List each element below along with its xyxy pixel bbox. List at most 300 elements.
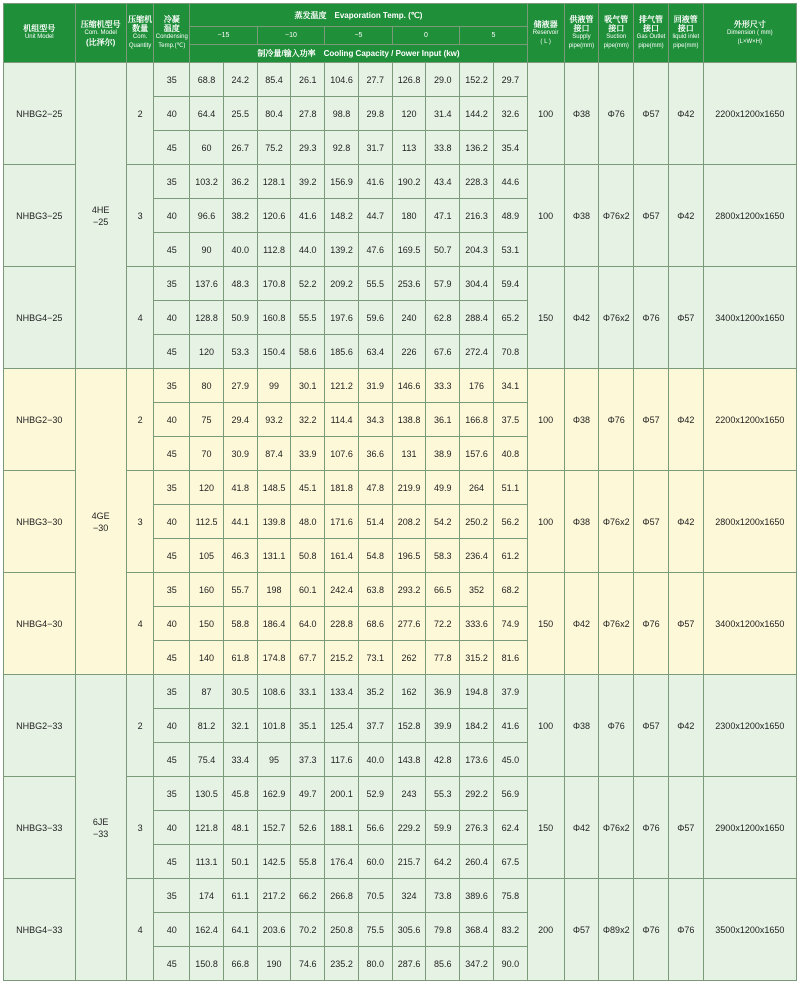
cooling-capacity-cell: 162.9: [257, 777, 291, 811]
cooling-capacity-cell: 81.2: [190, 709, 224, 743]
power-input-cell: 66.8: [223, 947, 257, 981]
power-input-cell: 37.3: [291, 743, 325, 777]
unit-model-cell: NHBG3−25: [4, 165, 76, 267]
cooling-capacity-cell: 228.3: [460, 165, 494, 199]
cooling-capacity-cell: 101.8: [257, 709, 291, 743]
power-input-cell: 47.6: [358, 233, 392, 267]
condensing-temp-cell: 35: [154, 879, 190, 913]
cooling-capacity-cell: 235.2: [325, 947, 359, 981]
power-input-cell: 50.1: [223, 845, 257, 879]
compressor-model-cell: 4GE −30: [75, 369, 126, 675]
power-input-cell: 36.2: [223, 165, 257, 199]
power-input-cell: 59.6: [358, 301, 392, 335]
power-input-cell: 73.8: [426, 879, 460, 913]
power-input-cell: 29.0: [426, 63, 460, 97]
power-input-cell: 30.5: [223, 675, 257, 709]
cooling-capacity-cell: 174.8: [257, 641, 291, 675]
cooling-capacity-cell: 324: [392, 879, 426, 913]
cooling-capacity-cell: 160.8: [257, 301, 291, 335]
condensing-temp-cell: 35: [154, 63, 190, 97]
cooling-capacity-cell: 315.2: [460, 641, 494, 675]
power-input-cell: 36.1: [426, 403, 460, 437]
power-input-cell: 55.3: [426, 777, 460, 811]
suction-pipe-cell: Φ76x2: [599, 777, 634, 879]
cooling-capacity-cell: 196.5: [392, 539, 426, 573]
cooling-capacity-cell: 190: [257, 947, 291, 981]
header-dimension: 外形尺寸 Dimension ( mm) (L×W×H): [703, 4, 796, 63]
cooling-capacity-cell: 60: [190, 131, 224, 165]
power-input-cell: 40.0: [223, 233, 257, 267]
cooling-capacity-cell: 112.5: [190, 505, 224, 539]
com-quantity-cell: 3: [126, 165, 154, 267]
reservoir-cell: 150: [527, 267, 564, 369]
power-input-cell: 61.8: [223, 641, 257, 675]
supply-pipe-cell: Φ57: [564, 879, 599, 981]
cooling-capacity-cell: 99: [257, 369, 291, 403]
power-input-cell: 83.2: [493, 913, 527, 947]
cooling-capacity-cell: 156.9: [325, 165, 359, 199]
supply-pipe-cell: Φ38: [564, 471, 599, 573]
cooling-capacity-cell: 112.8: [257, 233, 291, 267]
cooling-capacity-cell: 226: [392, 335, 426, 369]
power-input-cell: 52.9: [358, 777, 392, 811]
unit-model-cell: NHBG4−30: [4, 573, 76, 675]
cooling-capacity-cell: 200.1: [325, 777, 359, 811]
cooling-capacity-cell: 260.4: [460, 845, 494, 879]
power-input-cell: 32.6: [493, 97, 527, 131]
suction-pipe-cell: Φ76: [599, 63, 634, 165]
reservoir-cell: 150: [527, 573, 564, 675]
cooling-capacity-cell: 229.2: [392, 811, 426, 845]
power-input-cell: 61.1: [223, 879, 257, 913]
dimension-cell: 3400x1200x1650: [703, 267, 796, 369]
liquid-inlet-pipe-cell: Φ57: [668, 267, 703, 369]
cooling-capacity-cell: 198: [257, 573, 291, 607]
power-input-cell: 33.8: [426, 131, 460, 165]
power-input-cell: 85.6: [426, 947, 460, 981]
power-input-cell: 62.8: [426, 301, 460, 335]
cooling-capacity-cell: 188.1: [325, 811, 359, 845]
power-input-cell: 56.6: [358, 811, 392, 845]
power-input-cell: 48.9: [493, 199, 527, 233]
power-input-cell: 73.1: [358, 641, 392, 675]
power-input-cell: 61.2: [493, 539, 527, 573]
dimension-cell: 2200x1200x1650: [703, 63, 796, 165]
supply-pipe-cell: Φ42: [564, 777, 599, 879]
cooling-capacity-cell: 219.9: [392, 471, 426, 505]
cooling-capacity-cell: 264: [460, 471, 494, 505]
power-input-cell: 54.8: [358, 539, 392, 573]
header-com-model: 压缩机型号 Com. Model (比泽尔): [75, 4, 126, 63]
power-input-cell: 63.4: [358, 335, 392, 369]
power-input-cell: 37.9: [493, 675, 527, 709]
power-input-cell: 64.2: [426, 845, 460, 879]
dimension-cell: 2800x1200x1650: [703, 471, 796, 573]
cooling-capacity-cell: 215.7: [392, 845, 426, 879]
liquid-inlet-pipe-cell: Φ42: [668, 369, 703, 471]
power-input-cell: 54.2: [426, 505, 460, 539]
power-input-cell: 67.5: [493, 845, 527, 879]
header-reservoir: 储液器 Reservoir ( L ): [527, 4, 564, 63]
power-input-cell: 72.2: [426, 607, 460, 641]
power-input-cell: 56.2: [493, 505, 527, 539]
cooling-capacity-cell: 161.4: [325, 539, 359, 573]
cooling-capacity-cell: 253.6: [392, 267, 426, 301]
reservoir-cell: 100: [527, 63, 564, 165]
supply-pipe-cell: Φ38: [564, 165, 599, 267]
suction-pipe-cell: Φ76: [599, 675, 634, 777]
cooling-capacity-cell: 70: [190, 437, 224, 471]
power-input-cell: 40.0: [358, 743, 392, 777]
table-header: [4, 4, 797, 63]
cooling-capacity-cell: 120.6: [257, 199, 291, 233]
power-input-cell: 80.0: [358, 947, 392, 981]
header-com-quantity: 压缩机 数量 Com. Quantity: [126, 4, 154, 63]
condensing-temp-cell: 40: [154, 811, 190, 845]
gas-outlet-pipe-cell: Φ76: [634, 267, 669, 369]
unit-model-cell: NHBG2−30: [4, 369, 76, 471]
cooling-capacity-cell: 185.6: [325, 335, 359, 369]
power-input-cell: 81.6: [493, 641, 527, 675]
power-input-cell: 29.7: [493, 63, 527, 97]
cooling-capacity-cell: 170.8: [257, 267, 291, 301]
cooling-capacity-cell: 114.4: [325, 403, 359, 437]
power-input-cell: 26.1: [291, 63, 325, 97]
power-input-cell: 58.8: [223, 607, 257, 641]
cooling-capacity-cell: 288.4: [460, 301, 494, 335]
power-input-cell: 51.1: [493, 471, 527, 505]
power-input-cell: 47.1: [426, 199, 460, 233]
power-input-cell: 50.7: [426, 233, 460, 267]
cooling-capacity-cell: 389.6: [460, 879, 494, 913]
cooling-capacity-cell: 121.8: [190, 811, 224, 845]
cooling-capacity-cell: 64.4: [190, 97, 224, 131]
power-input-cell: 48.3: [223, 267, 257, 301]
cooling-capacity-cell: 262: [392, 641, 426, 675]
power-input-cell: 67.7: [291, 641, 325, 675]
suction-pipe-cell: Φ76x2: [599, 573, 634, 675]
supply-pipe-cell: Φ38: [564, 675, 599, 777]
cooling-capacity-cell: 169.5: [392, 233, 426, 267]
power-input-cell: 27.7: [358, 63, 392, 97]
liquid-inlet-pipe-cell: Φ42: [668, 165, 703, 267]
cooling-capacity-cell: 204.3: [460, 233, 494, 267]
power-input-cell: 35.2: [358, 675, 392, 709]
power-input-cell: 44.6: [493, 165, 527, 199]
dimension-cell: 2300x1200x1650: [703, 675, 796, 777]
power-input-cell: 62.4: [493, 811, 527, 845]
cooling-capacity-cell: 203.6: [257, 913, 291, 947]
gas-outlet-pipe-cell: Φ57: [634, 63, 669, 165]
power-input-cell: 70.2: [291, 913, 325, 947]
spec-table: [3, 3, 797, 981]
cooling-capacity-cell: 139.8: [257, 505, 291, 539]
condensing-temp-cell: 35: [154, 675, 190, 709]
condensing-temp-cell: 45: [154, 743, 190, 777]
liquid-inlet-pipe-cell: Φ57: [668, 573, 703, 675]
cooling-capacity-cell: 68.8: [190, 63, 224, 97]
power-input-cell: 32.1: [223, 709, 257, 743]
cooling-capacity-cell: 98.8: [325, 97, 359, 131]
cooling-capacity-cell: 305.6: [392, 913, 426, 947]
supply-pipe-cell: Φ38: [564, 63, 599, 165]
cooling-capacity-cell: 272.4: [460, 335, 494, 369]
power-input-cell: 68.2: [493, 573, 527, 607]
cooling-capacity-cell: 228.8: [325, 607, 359, 641]
cooling-capacity-cell: 209.2: [325, 267, 359, 301]
liquid-inlet-pipe-cell: Φ76: [668, 879, 703, 981]
cooling-capacity-cell: 333.6: [460, 607, 494, 641]
dimension-cell: 3400x1200x1650: [703, 573, 796, 675]
cooling-capacity-cell: 171.6: [325, 505, 359, 539]
reservoir-cell: 100: [527, 471, 564, 573]
power-input-cell: 55.8: [291, 845, 325, 879]
power-input-cell: 49.7: [291, 777, 325, 811]
reservoir-cell: 100: [527, 165, 564, 267]
power-input-cell: 26.7: [223, 131, 257, 165]
cooling-capacity-cell: 75: [190, 403, 224, 437]
cooling-capacity-cell: 150.4: [257, 335, 291, 369]
liquid-inlet-pipe-cell: Φ42: [668, 675, 703, 777]
power-input-cell: 55.5: [291, 301, 325, 335]
gas-outlet-pipe-cell: Φ76: [634, 879, 669, 981]
cooling-capacity-cell: 236.4: [460, 539, 494, 573]
cooling-capacity-cell: 80.4: [257, 97, 291, 131]
header-supply: 供液管 接口 Supply pipe(mm): [564, 4, 599, 63]
cooling-capacity-cell: 120: [392, 97, 426, 131]
reservoir-cell: 150: [527, 777, 564, 879]
condensing-temp-cell: 35: [154, 471, 190, 505]
power-input-cell: 36.6: [358, 437, 392, 471]
condensing-temp-cell: 45: [154, 131, 190, 165]
power-input-cell: 68.6: [358, 607, 392, 641]
power-input-cell: 57.9: [426, 267, 460, 301]
power-input-cell: 29.4: [223, 403, 257, 437]
header-gas-outlet: 排气管 接口 Gas Outlet pipe(mm): [634, 4, 669, 63]
cooling-capacity-cell: 131.1: [257, 539, 291, 573]
cooling-capacity-cell: 117.6: [325, 743, 359, 777]
supply-pipe-cell: Φ42: [564, 267, 599, 369]
header-suction: 吸气管 接口 Suction pipe(mm): [599, 4, 634, 63]
power-input-cell: 53.3: [223, 335, 257, 369]
header-evap-temp: 蒸发温度 Evaporation Temp. (℃): [190, 4, 528, 27]
cooling-capacity-cell: 250.8: [325, 913, 359, 947]
header-liquid-inlet: 回液管 接口 liquid inlet pipe(mm): [668, 4, 703, 63]
power-input-cell: 52.2: [291, 267, 325, 301]
cooling-capacity-cell: 152.7: [257, 811, 291, 845]
power-input-cell: 55.7: [223, 573, 257, 607]
cooling-capacity-cell: 152.2: [460, 63, 494, 97]
power-input-cell: 41.6: [358, 165, 392, 199]
gas-outlet-pipe-cell: Φ76: [634, 573, 669, 675]
cooling-capacity-cell: 96.6: [190, 199, 224, 233]
power-input-cell: 24.2: [223, 63, 257, 97]
power-input-cell: 48.1: [223, 811, 257, 845]
cooling-capacity-cell: 277.6: [392, 607, 426, 641]
cooling-capacity-cell: 352: [460, 573, 494, 607]
cooling-capacity-cell: 120: [190, 335, 224, 369]
gas-outlet-pipe-cell: Φ76: [634, 777, 669, 879]
cooling-capacity-cell: 276.3: [460, 811, 494, 845]
reservoir-cell: 200: [527, 879, 564, 981]
power-input-cell: 51.4: [358, 505, 392, 539]
power-input-cell: 31.9: [358, 369, 392, 403]
power-input-cell: 43.4: [426, 165, 460, 199]
reservoir-cell: 100: [527, 369, 564, 471]
condensing-temp-cell: 40: [154, 199, 190, 233]
cooling-capacity-cell: 95: [257, 743, 291, 777]
power-input-cell: 46.3: [223, 539, 257, 573]
cooling-capacity-cell: 368.4: [460, 913, 494, 947]
power-input-cell: 27.8: [291, 97, 325, 131]
cooling-capacity-cell: 144.2: [460, 97, 494, 131]
header-unit-model: 机组型号 Unit Model: [4, 4, 76, 63]
cooling-capacity-cell: 176.4: [325, 845, 359, 879]
power-input-cell: 39.2: [291, 165, 325, 199]
power-input-cell: 50.9: [223, 301, 257, 335]
cooling-capacity-cell: 242.4: [325, 573, 359, 607]
condensing-temp-cell: 40: [154, 97, 190, 131]
cooling-capacity-cell: 148.2: [325, 199, 359, 233]
gas-outlet-pipe-cell: Φ57: [634, 369, 669, 471]
liquid-inlet-pipe-cell: Φ57: [668, 777, 703, 879]
power-input-cell: 37.7: [358, 709, 392, 743]
cooling-capacity-cell: 190.2: [392, 165, 426, 199]
supply-pipe-cell: Φ42: [564, 573, 599, 675]
power-input-cell: 41.6: [493, 709, 527, 743]
cooling-capacity-cell: 292.2: [460, 777, 494, 811]
com-quantity-cell: 4: [126, 879, 154, 981]
power-input-cell: 34.3: [358, 403, 392, 437]
cooling-capacity-cell: 133.4: [325, 675, 359, 709]
cooling-capacity-cell: 103.2: [190, 165, 224, 199]
power-input-cell: 74.6: [291, 947, 325, 981]
com-quantity-cell: 2: [126, 63, 154, 165]
unit-model-cell: NHBG4−33: [4, 879, 76, 981]
condensing-temp-cell: 45: [154, 845, 190, 879]
power-input-cell: 65.2: [493, 301, 527, 335]
condensing-temp-cell: 35: [154, 777, 190, 811]
power-input-cell: 70.5: [358, 879, 392, 913]
cooling-capacity-cell: 208.2: [392, 505, 426, 539]
header-cond-temp: 冷凝 温度 Condensing Temp.(℃): [154, 4, 190, 63]
condensing-temp-cell: 40: [154, 607, 190, 641]
table-row: [4, 369, 797, 403]
compressor-model-cell: 4HE −25: [75, 63, 126, 369]
power-input-cell: 53.1: [493, 233, 527, 267]
power-input-cell: 50.8: [291, 539, 325, 573]
com-quantity-cell: 4: [126, 573, 154, 675]
com-quantity-cell: 4: [126, 267, 154, 369]
condensing-temp-cell: 40: [154, 403, 190, 437]
liquid-inlet-pipe-cell: Φ42: [668, 63, 703, 165]
power-input-cell: 58.6: [291, 335, 325, 369]
power-input-cell: 39.9: [426, 709, 460, 743]
power-input-cell: 41.6: [291, 199, 325, 233]
power-input-cell: 34.1: [493, 369, 527, 403]
cooling-capacity-cell: 150: [190, 607, 224, 641]
power-input-cell: 59.4: [493, 267, 527, 301]
cooling-capacity-cell: 160: [190, 573, 224, 607]
table-row: [4, 675, 797, 709]
unit-model-cell: NHBG3−33: [4, 777, 76, 879]
power-input-cell: 44.7: [358, 199, 392, 233]
power-input-cell: 56.9: [493, 777, 527, 811]
condensing-temp-cell: 40: [154, 709, 190, 743]
condensing-temp-cell: 45: [154, 437, 190, 471]
cooling-capacity-cell: 120: [190, 471, 224, 505]
cooling-capacity-cell: 113.1: [190, 845, 224, 879]
cooling-capacity-cell: 85.4: [257, 63, 291, 97]
cooling-capacity-cell: 137.6: [190, 267, 224, 301]
cooling-capacity-cell: 166.8: [460, 403, 494, 437]
cooling-capacity-cell: 107.6: [325, 437, 359, 471]
cooling-capacity-cell: 131: [392, 437, 426, 471]
power-input-cell: 35.4: [493, 131, 527, 165]
cooling-capacity-cell: 136.2: [460, 131, 494, 165]
cooling-capacity-cell: 80: [190, 369, 224, 403]
condensing-temp-cell: 40: [154, 301, 190, 335]
power-input-cell: 29.8: [358, 97, 392, 131]
power-input-cell: 66.2: [291, 879, 325, 913]
com-quantity-cell: 3: [126, 777, 154, 879]
cooling-capacity-cell: 293.2: [392, 573, 426, 607]
cooling-capacity-cell: 143.8: [392, 743, 426, 777]
cooling-capacity-cell: 87.4: [257, 437, 291, 471]
power-input-cell: 60.1: [291, 573, 325, 607]
power-input-cell: 31.4: [426, 97, 460, 131]
power-input-cell: 32.2: [291, 403, 325, 437]
power-input-cell: 52.6: [291, 811, 325, 845]
cooling-capacity-cell: 215.2: [325, 641, 359, 675]
suction-pipe-cell: Φ76x2: [599, 471, 634, 573]
condensing-temp-cell: 40: [154, 505, 190, 539]
cooling-capacity-cell: 157.6: [460, 437, 494, 471]
cooling-capacity-cell: 197.6: [325, 301, 359, 335]
dimension-cell: 3500x1200x1650: [703, 879, 796, 981]
power-input-cell: 70.8: [493, 335, 527, 369]
table-row: [4, 63, 797, 97]
cooling-capacity-cell: 93.2: [257, 403, 291, 437]
cooling-capacity-cell: 90: [190, 233, 224, 267]
cooling-capacity-cell: 87: [190, 675, 224, 709]
power-input-cell: 36.9: [426, 675, 460, 709]
evap-temp-value: −15: [190, 27, 258, 45]
cooling-capacity-cell: 105: [190, 539, 224, 573]
cooling-capacity-cell: 75.2: [257, 131, 291, 165]
condensing-temp-cell: 35: [154, 165, 190, 199]
power-input-cell: 60.0: [358, 845, 392, 879]
cooling-capacity-cell: 180: [392, 199, 426, 233]
header-capacity: 制冷量/输入功率 Cooling Capacity / Power Input (kw): [190, 45, 528, 63]
cooling-capacity-cell: 186.4: [257, 607, 291, 641]
com-quantity-cell: 2: [126, 675, 154, 777]
cooling-capacity-cell: 162: [392, 675, 426, 709]
cooling-capacity-cell: 152.8: [392, 709, 426, 743]
cooling-capacity-cell: 217.2: [257, 879, 291, 913]
evap-temp-value: −5: [325, 27, 393, 45]
gas-outlet-pipe-cell: Φ57: [634, 471, 669, 573]
power-input-cell: 55.5: [358, 267, 392, 301]
condensing-temp-cell: 45: [154, 641, 190, 675]
power-input-cell: 33.9: [291, 437, 325, 471]
condensing-temp-cell: 35: [154, 369, 190, 403]
condensing-temp-cell: 45: [154, 539, 190, 573]
suction-pipe-cell: Φ89x2: [599, 879, 634, 981]
power-input-cell: 67.6: [426, 335, 460, 369]
power-input-cell: 63.8: [358, 573, 392, 607]
condensing-temp-cell: 45: [154, 947, 190, 981]
